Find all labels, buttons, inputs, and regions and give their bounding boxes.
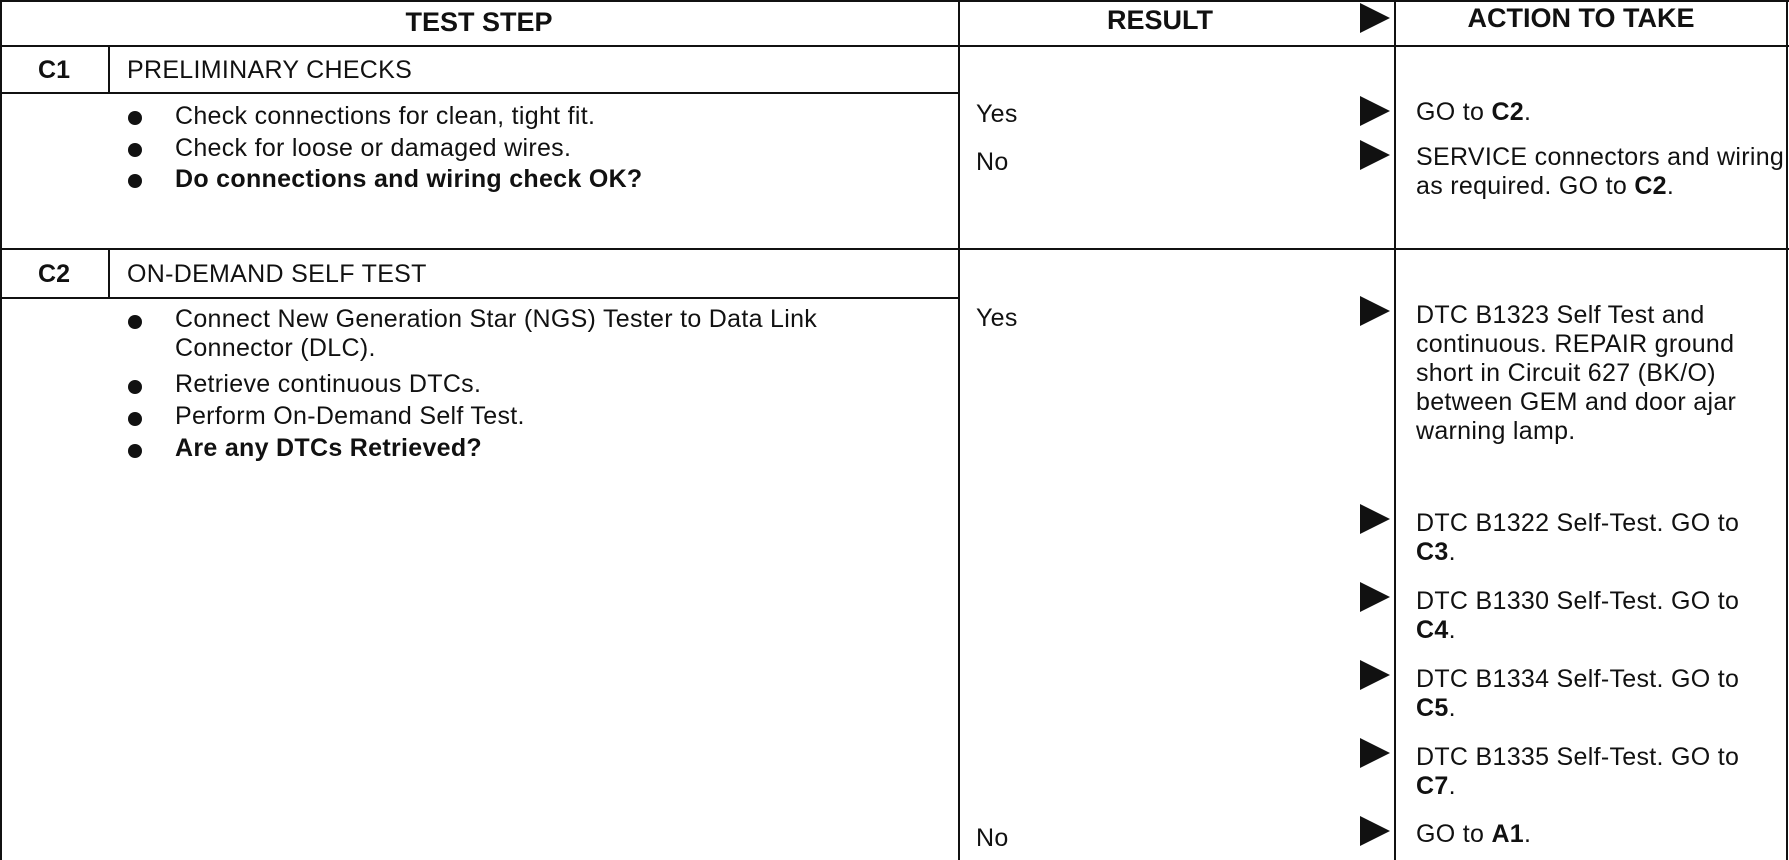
c1-title-bottom-border — [0, 92, 958, 94]
bullet-icon — [128, 174, 142, 188]
c2-result-no: No — [976, 824, 1009, 852]
c2-action-b1334: DTC B1334 Self-Test. GO to C5. — [1416, 665, 1740, 722]
arrow-icon — [1360, 582, 1390, 612]
step-title-c2: ON-DEMAND SELF TEST — [127, 260, 427, 288]
bullet-icon — [128, 111, 142, 125]
arrow-icon — [1360, 296, 1390, 326]
bullet-icon — [128, 380, 142, 394]
c1-action-no: SERVICE connectors and wiring as required. GO to C2. — [1416, 143, 1785, 200]
c2-step-3: Perform On-Demand Self Test. — [175, 402, 525, 430]
bullet-icon — [128, 412, 142, 426]
c2-step-1: Connect New Generation Star (NGS) Tester to Data Link Connector (DLC). — [175, 305, 818, 362]
table-left-border — [0, 0, 2, 860]
c2-id-divider — [108, 248, 110, 299]
arrow-icon — [1360, 140, 1390, 170]
c2-action-no: GO to A1. — [1416, 820, 1532, 848]
c1-result-yes: Yes — [976, 100, 1018, 128]
action-column-divider — [1394, 0, 1396, 860]
header-arrow-icon — [1360, 3, 1390, 33]
c2-action-b1330: DTC B1330 Self-Test. GO to C4. — [1416, 587, 1740, 644]
c1-action-yes: GO to C2. — [1416, 98, 1532, 126]
table-top-border — [0, 0, 1789, 2]
c1-step-1: Check connections for clean, tight fit. — [175, 102, 596, 130]
arrow-icon — [1360, 96, 1390, 126]
arrow-icon — [1360, 504, 1390, 534]
c2-title-bottom-border — [0, 297, 958, 299]
c1-result-no: No — [976, 148, 1009, 176]
c1-step-2: Check for loose or damaged wires. — [175, 134, 572, 162]
arrow-icon — [1360, 660, 1390, 690]
header-bottom-border — [0, 45, 1789, 47]
header-result: RESULT — [1107, 5, 1213, 35]
c2-action-b1335: DTC B1335 Self-Test. GO to C7. — [1416, 743, 1740, 800]
step-id-c1: C1 — [38, 56, 70, 84]
arrow-icon — [1360, 816, 1390, 846]
c2-step-4: Are any DTCs Retrieved? — [175, 434, 482, 462]
arrow-icon — [1360, 738, 1390, 768]
c1-step-3: Do connections and wiring check OK? — [175, 165, 643, 193]
c1-row-bottom-border — [0, 248, 1789, 250]
result-column-divider — [958, 0, 960, 860]
header-test-step: TEST STEP — [405, 7, 553, 37]
c2-action-b1322: DTC B1322 Self-Test. GO to C3. — [1416, 509, 1740, 566]
step-title-c1: PRELIMINARY CHECKS — [127, 56, 413, 84]
bullet-icon — [128, 143, 142, 157]
step-id-c2: C2 — [38, 260, 70, 288]
table-right-border — [1786, 0, 1788, 860]
header-action: ACTION TO TAKE — [1467, 3, 1695, 33]
c2-result-yes: Yes — [976, 304, 1018, 332]
bullet-icon — [128, 444, 142, 458]
c1-id-divider — [108, 45, 110, 94]
c2-step-2: Retrieve continuous DTCs. — [175, 370, 482, 398]
c2-action-b1323: DTC B1323 Self Test and continuous. REPAIR ground short in Circuit 627 (BK/O) between GEM and door ajar warning lamp. — [1416, 301, 1737, 445]
bullet-icon — [128, 315, 142, 329]
